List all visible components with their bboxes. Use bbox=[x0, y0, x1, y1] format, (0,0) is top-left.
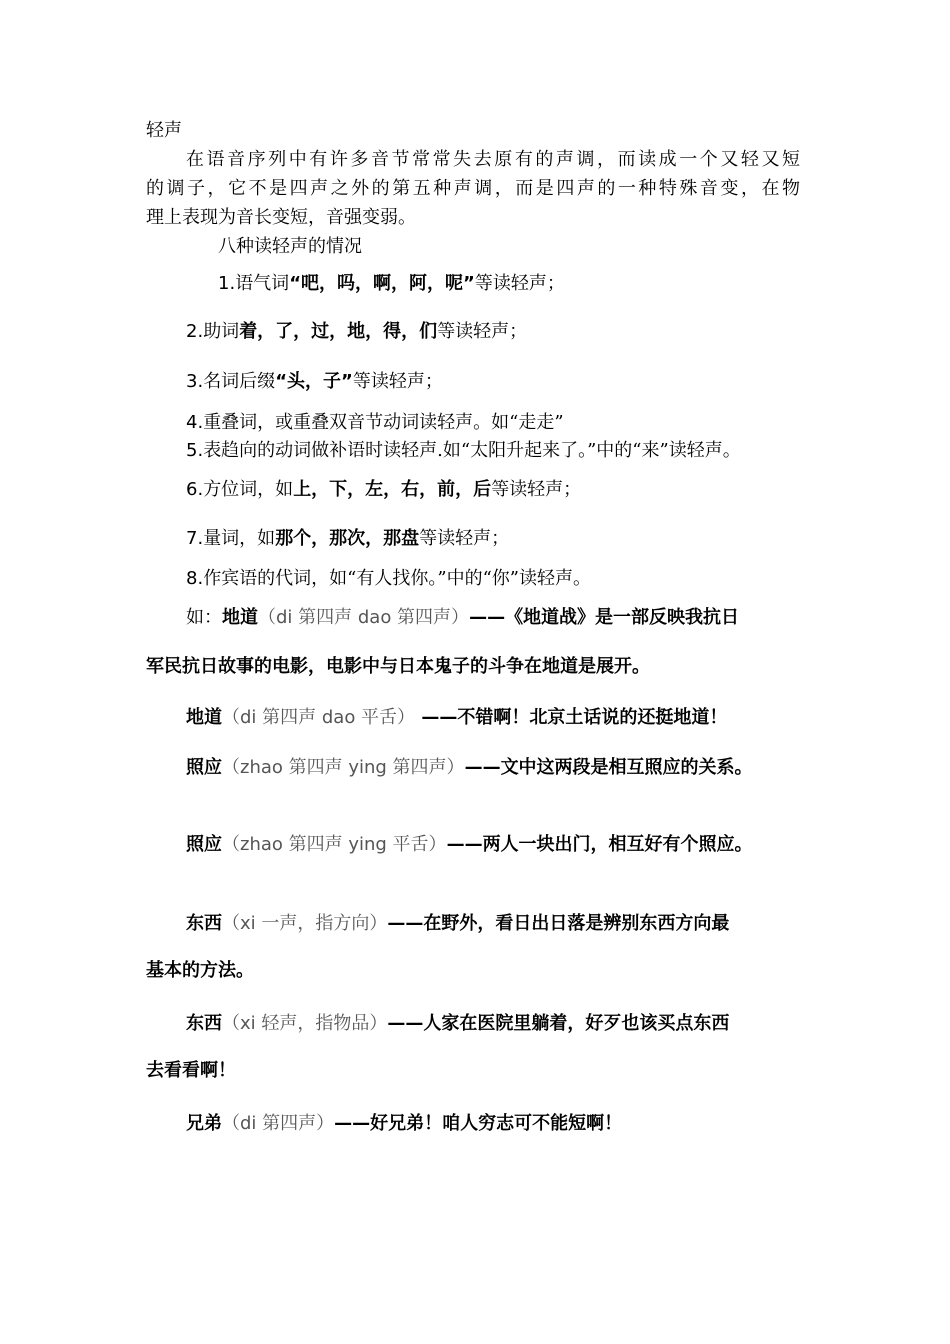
rule-2 bbox=[186, 320, 527, 344]
rule-number: 1. bbox=[218, 273, 236, 294]
example-pronunciation: （di 第四声） bbox=[222, 1113, 335, 1134]
example-pronunciation: （zhao 第四声 ying 第四声） bbox=[222, 757, 465, 778]
example-word: 东西 bbox=[186, 1013, 222, 1034]
example-3 bbox=[186, 756, 753, 780]
page-title: 轻声 bbox=[146, 120, 182, 141]
example-6-continuation: 去看看啊！ bbox=[146, 1060, 236, 1081]
rule-text: 方位词，如 bbox=[203, 479, 294, 500]
example-word: 照应 bbox=[186, 757, 222, 778]
rule-suffix: 等读轻声； bbox=[474, 273, 565, 294]
example-pronunciation: （xi 轻声，指物品） bbox=[222, 1013, 388, 1034]
cases-heading: 八种读轻声的情况 bbox=[218, 236, 362, 257]
rule-text: 重叠词，或重叠双音节动词读轻声。如“走走” bbox=[203, 412, 564, 433]
example-7 bbox=[186, 1112, 622, 1136]
rule-6 bbox=[186, 478, 581, 502]
example-4 bbox=[186, 833, 753, 857]
example-sentence: ——人家在医院里躺着，好歹也该买点东西 bbox=[387, 1013, 730, 1034]
rule-suffix: 等读轻声； bbox=[419, 528, 510, 549]
example-pronunciation: （zhao 第四声 ying 平舌） bbox=[222, 834, 447, 855]
rule-number: 5. bbox=[186, 440, 204, 461]
example-pronunciation: （di 第四声 dao 第四声） bbox=[258, 607, 470, 628]
example-5-continuation: 基本的方法。 bbox=[146, 960, 254, 981]
rule-4 bbox=[186, 411, 564, 435]
rule-bold-words: 那个，那次，那盘 bbox=[275, 528, 420, 549]
example-sentence: ——文中这两段是相互照应的关系。 bbox=[464, 757, 753, 778]
example-sentence: ——《地道战》是一部反映我抗日 bbox=[469, 607, 740, 628]
rule-bold-words: “吧，吗，啊，阿，呢” bbox=[289, 273, 475, 294]
example-pronunciation: （xi 一声，指方向） bbox=[222, 913, 388, 934]
example-pronunciation: （di 第四声 dao 平舌） bbox=[222, 707, 416, 728]
example-word: 东西 bbox=[186, 913, 222, 934]
rule-text: 表趋向的动词做补语时读轻声.如“太阳升起来了。”中的“来”读轻声。 bbox=[203, 440, 741, 461]
rule-bold-words: “头，子” bbox=[275, 371, 353, 392]
example-1 bbox=[186, 606, 739, 630]
rule-1 bbox=[218, 272, 565, 296]
rule-7 bbox=[186, 527, 509, 551]
example-sentence: ——不错啊！北京土话说的还挺地道！ bbox=[415, 707, 728, 728]
rule-bold-words: 上，下，左，右，前，后 bbox=[293, 479, 492, 500]
example-2 bbox=[186, 706, 727, 730]
rule-suffix: 等读轻声； bbox=[491, 479, 582, 500]
rule-text: 助词 bbox=[203, 321, 240, 342]
intro-line-2: 的调子，它不是四声之外的第五种声调，而是四声的一种特殊音变，在物 bbox=[146, 178, 800, 199]
intro-line-3: 理上表现为音长变短，音强变弱。 bbox=[146, 207, 416, 228]
rule-suffix: 等读轻声； bbox=[437, 321, 528, 342]
rule-text: 作宾语的代词，如“有人找你。”中的“你”读轻声。 bbox=[203, 568, 591, 589]
example-5 bbox=[186, 912, 729, 936]
example-word: 地道 bbox=[222, 607, 258, 628]
rule-5 bbox=[186, 439, 741, 463]
rule-number: 4. bbox=[186, 412, 204, 433]
example-1-continuation: 军民抗日故事的电影，电影中与日本鬼子的斗争在地道是展开。 bbox=[146, 656, 650, 677]
rule-number: 8. bbox=[186, 568, 204, 589]
intro-line-1: 在语音序列中有许多音节常常失去原有的声调，而读成一个又轻又短 bbox=[186, 149, 800, 170]
rule-number: 3. bbox=[186, 371, 204, 392]
rule-bold-words: 着，了，过，地，得，们 bbox=[239, 321, 438, 342]
rule-3 bbox=[186, 370, 443, 394]
example-word: 照应 bbox=[186, 834, 222, 855]
rule-number: 2. bbox=[186, 321, 204, 342]
example-prefix: 如： bbox=[186, 607, 222, 628]
rule-text: 语气词 bbox=[235, 273, 290, 294]
rule-number: 7. bbox=[186, 528, 204, 549]
example-word: 地道 bbox=[186, 707, 222, 728]
rule-text: 名词后缀 bbox=[203, 371, 276, 392]
rule-number: 6. bbox=[186, 479, 204, 500]
example-6 bbox=[186, 1012, 729, 1036]
example-sentence: ——两人一块出门，相互好有个照应。 bbox=[446, 834, 753, 855]
rule-suffix: 等读轻声； bbox=[352, 371, 443, 392]
example-sentence: ——在野外，看日出日落是辨别东西方向最 bbox=[387, 913, 730, 934]
example-sentence: ——好兄弟！咱人穷志可不能短啊！ bbox=[334, 1113, 623, 1134]
rule-8 bbox=[186, 567, 591, 591]
example-word: 兄弟 bbox=[186, 1113, 222, 1134]
rule-text: 量词，如 bbox=[203, 528, 276, 549]
